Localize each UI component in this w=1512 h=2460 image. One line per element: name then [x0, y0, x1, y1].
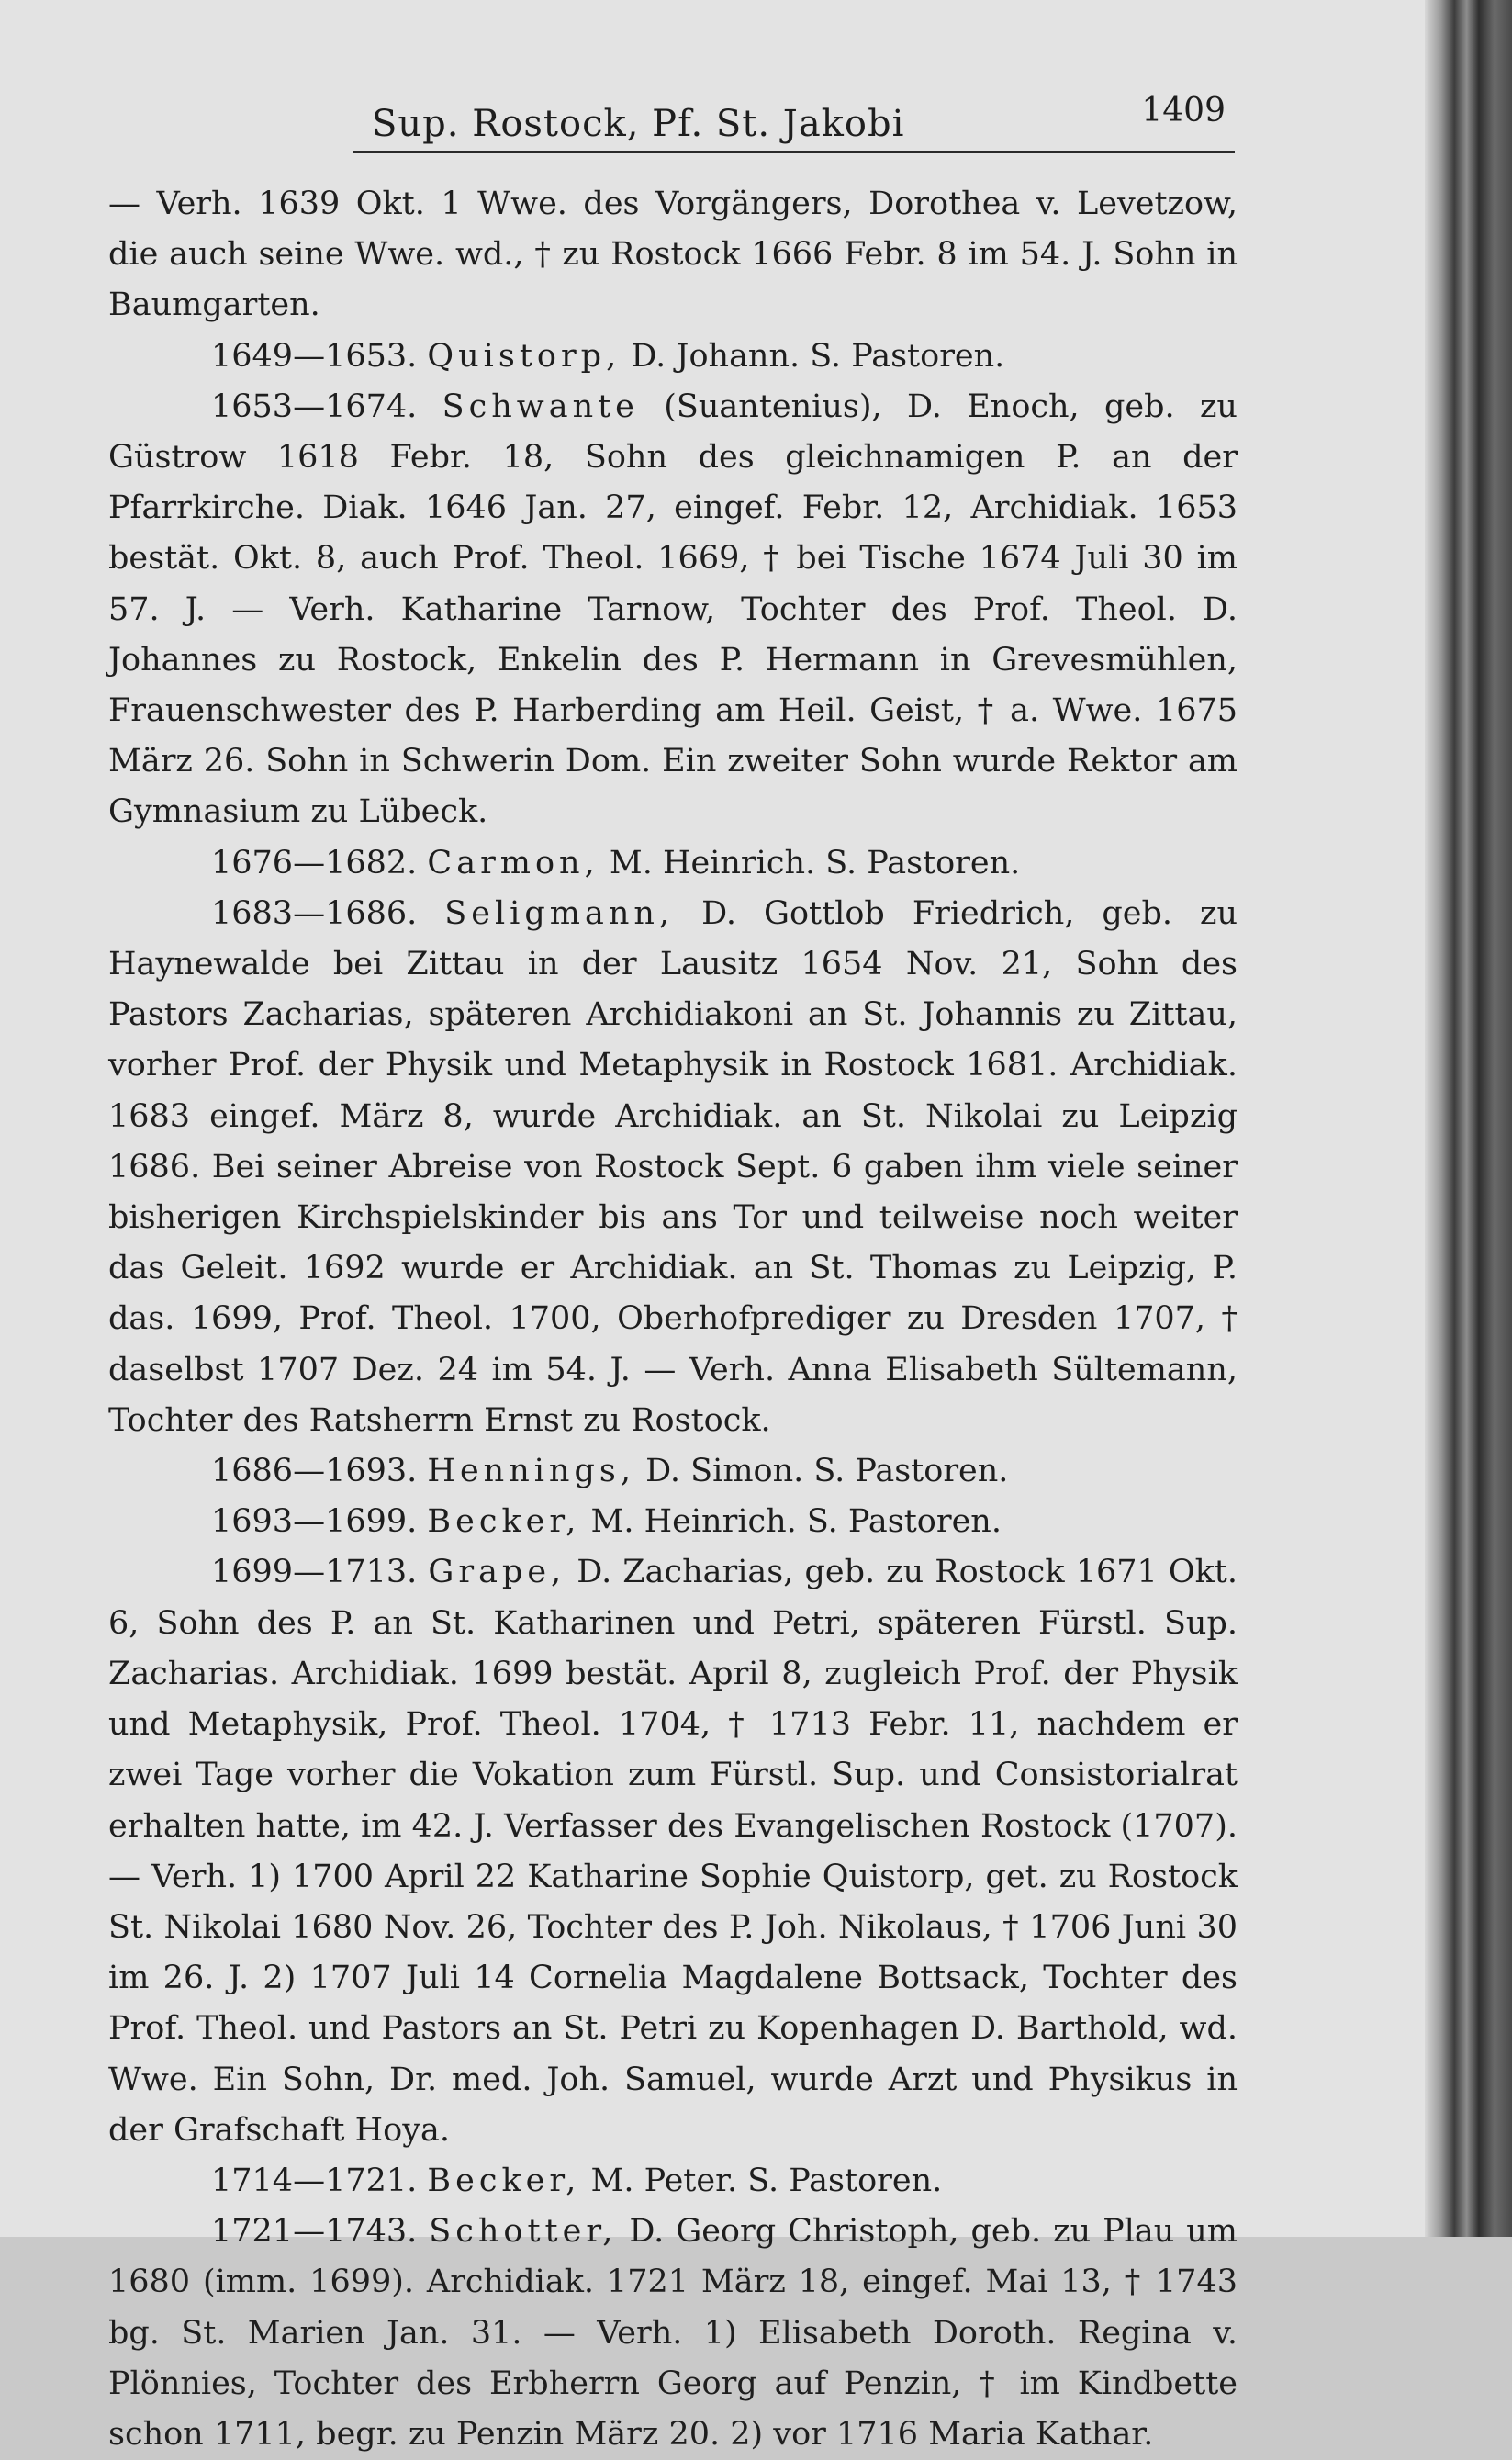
book-spine-edge [1425, 0, 1512, 2237]
entry-text: D. Georg Christoph, geb. zu Plau um 1680 (imm. 1699). Archidiak. 1721 März 18, eingef. Mai 13, † 1743 bg. St. Marien Jan. 31. — Verh. 1) Elisabeth Doroth. Regina v. Plönnies, Tochter des Erbherrn Georg auf Penzin, † im Kindbette schon 1711, begr. zu Penzin März 20. 2) vor 1716 Maria Kathar. [108, 2213, 1238, 2453]
entry-name: Becker, [427, 2162, 581, 2199]
page-header [353, 92, 1235, 156]
entry-text: D. Johann. S. Pastoren. [631, 337, 1005, 375]
entry-name: Carmon, [427, 844, 599, 882]
entry-name: Hennings, [427, 1453, 635, 1490]
entry-text: M. Heinrich. S. Pastoren. [609, 844, 1021, 882]
paragraph-continuation [108, 179, 1238, 331]
entry-years: 1676—1682. [211, 844, 418, 882]
page-body [108, 179, 1238, 2460]
entry-carmon [108, 838, 1238, 889]
entry-years: 1714—1721. [211, 2162, 418, 2199]
entry-text: D. Gottlob Friedrich, geb. zu Haynewalde bei Zittau in der Lausitz 1654 Nov. 21, Sohn des Pastors Zacharias, späteren Archidiakoni an St. Johannis zu Zittau, vorher Prof. der Physik und Metaphysik in Rostock 1681. Archidiak. 1683 eingef. März 8, wurde Archidiak. an St. Nikolai zu Leipzig 1686. Bei seiner Abreise von Rostock Sept. 6 gaben ihm viele seiner bisherigen Kirchspielskinder bis ans Tor und teilweise noch weiter das Geleit. 1692 wurde er Archidiak. an St. Thomas zu Leipzig, P. das. 1699, Prof. Theol. 1700, Oberhofprediger zu Dresden 1707, † daselbst 1707 Dez. 24 im 54. J. — Verh. Anna Elisabeth Sültemann, Tochter des Ratsherrn Ernst zu Rostock. [108, 894, 1238, 1439]
entry-name: Schwante [442, 388, 639, 425]
header-rule [353, 151, 1235, 153]
entry-name: Grape, [428, 1554, 566, 1591]
entry-seligmann [108, 889, 1238, 1446]
entry-years: 1699—1713. [211, 1554, 418, 1591]
entry-years: 1721—1743. [211, 2213, 418, 2251]
entry-schotter [108, 2207, 1238, 2460]
entry-text: D. Simon. S. Pastoren. [645, 1453, 1009, 1490]
entry-hennings [108, 1446, 1238, 1497]
entry-text: M. Heinrich. S. Pastoren. [590, 1503, 1002, 1541]
entry-years: 1653—1674. [211, 388, 418, 425]
running-head: Sup. Rostock, Pf. St. Jakobi [372, 103, 905, 145]
entry-years: 1686—1693. [211, 1453, 418, 1490]
entry-text: (Suantenius), D. Enoch, geb. zu Güstrow 1618 Febr. 18, Sohn des gleichnamigen P. an der Pfarrkirche. Diak. 1646 Jan. 27, eingef. Febr. 12, Archidiak. 1653 bestät. Okt. 8, auch Prof. Theol. 1669, † bei Tische 1674 Juli 30 im 57. J. — Verh. Katharine Tarnow, Tochter des Prof. Theol. D. Johannes zu Rostock, Enkelin des P. Hermann in Grevesmühlen, Frauenschwester des P. Harberding am Heil. Geist, † a. Wwe. 1675 März 26. Sohn in Schwerin Dom. Ein zweiter Sohn wurde Rektor am Gymnasium zu Lübeck. [108, 388, 1238, 831]
entry-text: M. Peter. S. Pastoren. [590, 2162, 943, 2199]
entry-years: 1649—1653. [211, 337, 418, 375]
entry-becker-heinrich [108, 1497, 1238, 1547]
entry-becker-peter [108, 2156, 1238, 2207]
entry-years: 1693—1699. [211, 1503, 418, 1541]
page-number: 1409 [1141, 92, 1226, 129]
entry-schwante [108, 382, 1238, 838]
paragraph-text: — Verh. 1639 Okt. 1 Wwe. des Vorgängers, Dorothea v. Levetzow, die auch seine Wwe. wd., † zu Rostock 1666 Febr. 8 im 54. J. Sohn in Baumgarten. [108, 185, 1238, 324]
entry-grape [108, 1547, 1238, 2155]
entry-name: Seligmann, [444, 894, 675, 932]
entry-quistorp [108, 331, 1238, 382]
entry-name: Schotter, [429, 2213, 618, 2251]
entry-text: D. Zacharias, geb. zu Rostock 1671 Okt. 6, Sohn des P. an St. Katharinen und Petri, späteren Fürstl. Sup. Zacharias. Archidiak. 1699 bestät. April 8, zugleich Prof. der Physik und Metaphysik, Prof. Theol. 1704, † 1713 Febr. 11, nachdem er zwei Tage vorher die Vokation zum Fürstl. Sup. und Consistorialrat erhalten hatte, im 42. J. Verfasser des Evangelischen Rostock (1707). — Verh. 1) 1700 April 22 Katharine Sophie Quistorp, get. zu Rostock St. Nikolai 1680 Nov. 26, Tochter des P. Joh. Nikolaus, † 1706 Juni 30 im 26. J. 2) 1707 Juli 14 Cornelia Magdalene Bottsack, Tochter des Prof. Theol. und Pastors an St. Petri zu Kopenhagen D. Barthold, wd. Wwe. Ein Sohn, Dr. med. Joh. Samuel, wurde Arzt und Physikus in der Grafschaft Hoya. [108, 1554, 1238, 2149]
entry-name: Becker, [427, 1503, 581, 1541]
entry-name: Quistorp, [427, 337, 622, 375]
entry-years: 1683—1686. [211, 894, 418, 932]
